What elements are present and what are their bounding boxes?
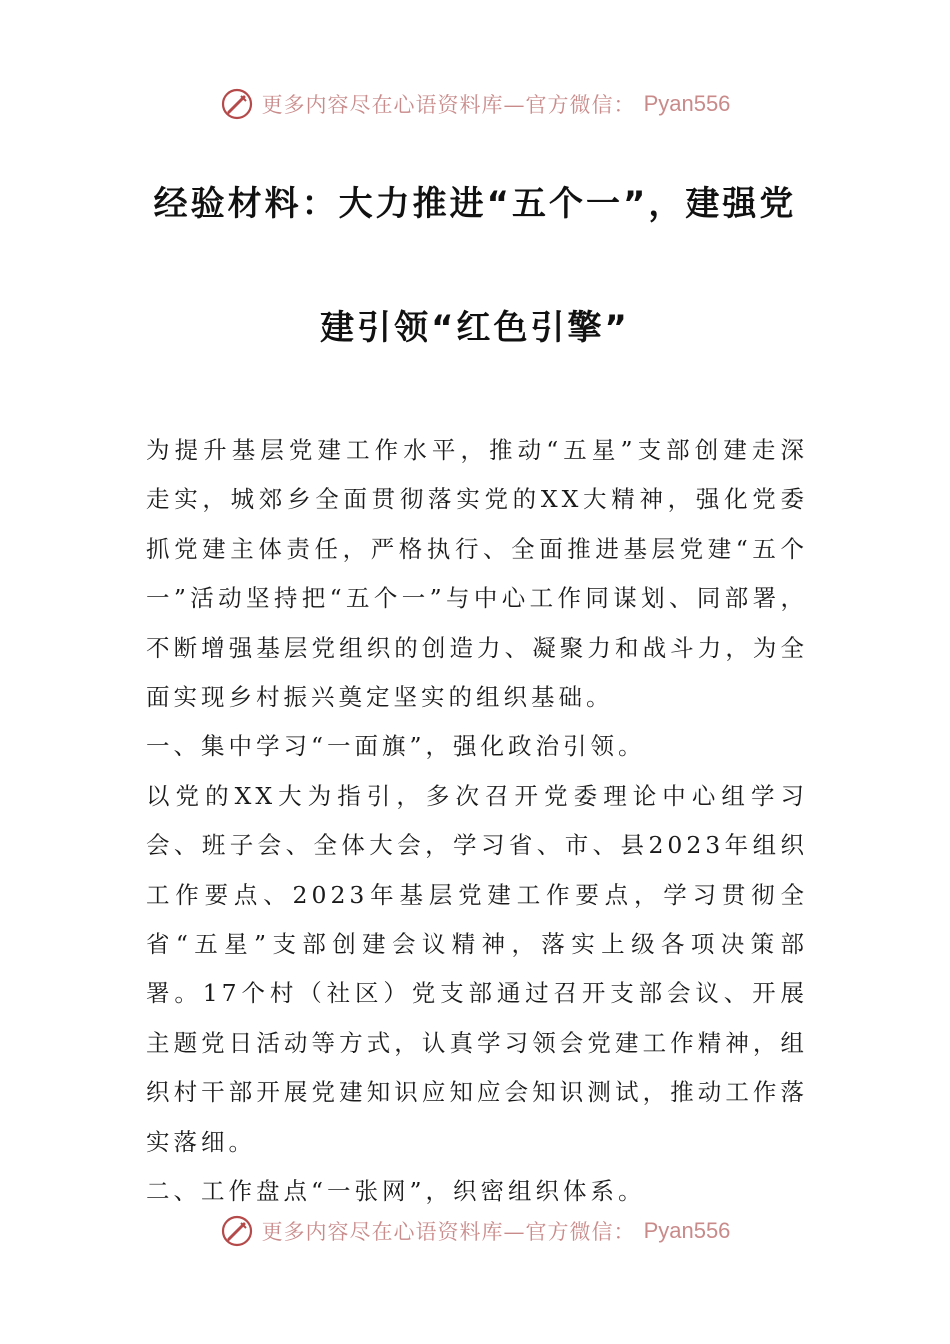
document-body xyxy=(146,426,808,1217)
footer-watermark xyxy=(0,1211,950,1251)
section-1-heading: 一、集中学习“一面旗”，强化政治引领。 xyxy=(146,732,646,761)
header-watermark xyxy=(0,84,950,124)
watermark-text: 更多内容尽在心语资料库—官方微信： xyxy=(261,93,636,117)
pen-logo-icon xyxy=(220,87,254,121)
document-title-line-1: 经验材料：大力推进“五个一”，建强党 xyxy=(153,184,797,224)
watermark-wechat-id: Pyan556 xyxy=(643,91,731,116)
pen-logo-icon xyxy=(220,1214,254,1248)
watermark-text: 更多内容尽在心语资料库—官方微信： xyxy=(261,1220,636,1244)
section-1-paragraph: 以党的XX大为指引，多次召开党委理论中心组学习会、班子会、全体大会，学习省、市、县2023年组织工作要点、2023年基层党建工作要点，学习贯彻全省“五星”支部创建会议精神，落实上级各项决策部署。17个村（社区）党支部通过召开支部会议、开展主题党日活动等方式，认真学习领会党建工作精神，组织村干部开展党建知识应知应会知识测试，推动工作落实落细。 xyxy=(146,781,808,1156)
watermark-wechat-id: Pyan556 xyxy=(643,1218,731,1243)
intro-paragraph: 为提升基层党建工作水平，推动“五星”支部创建走深走实，城郊乡全面贯彻落实党的XX大精神，强化党委抓党建主体责任，严格执行、全面推进基层党建“五个一”活动坚持把“五个一”与中心工作同谋划、同部署，不断增强基层党组织的创造力、凝聚力和战斗力，为全面实现乡村振兴奠定坚实的组织基础。 xyxy=(146,436,808,712)
document-title-line-2: 建引领“红色引擎” xyxy=(320,308,630,348)
section-2-heading: 二、工作盘点“一张网”，织密组织体系。 xyxy=(146,1177,646,1206)
